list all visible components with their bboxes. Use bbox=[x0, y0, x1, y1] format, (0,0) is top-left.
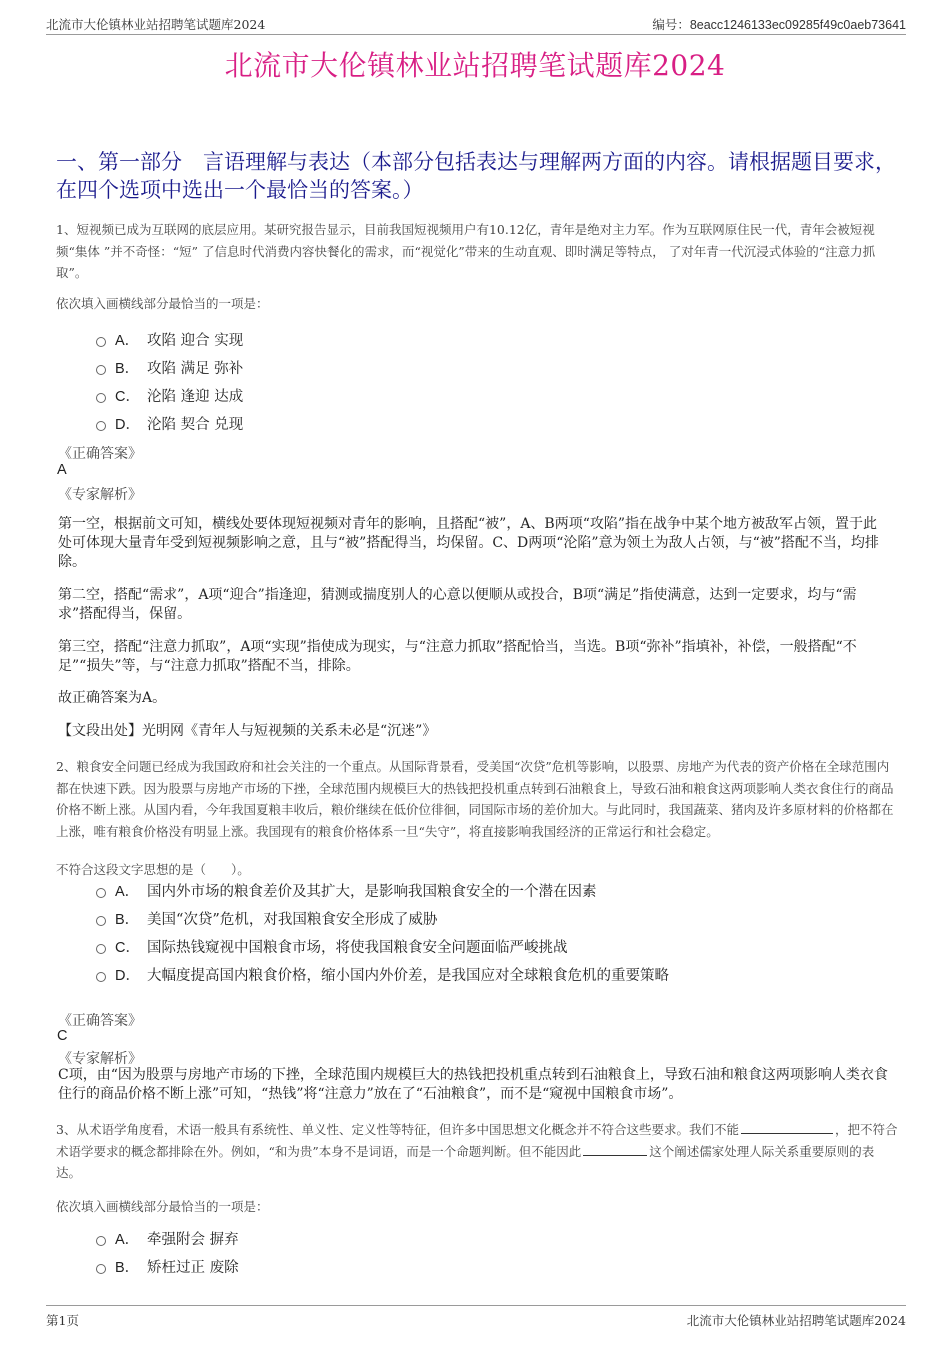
page-footer bbox=[46, 1305, 906, 1328]
radio-icon[interactable] bbox=[96, 916, 106, 926]
fill-blank-1 bbox=[741, 1121, 833, 1134]
question-2-answer: C bbox=[57, 1028, 68, 1044]
question-1-analysis-label: 《专家解析》 bbox=[58, 487, 142, 503]
question-2-analysis-label: 《专家解析》 bbox=[58, 1051, 142, 1067]
question-3-options bbox=[96, 1224, 239, 1280]
question-1-analysis-1: 第一空，根据前文可知，横线处要体现短视频对青年的影响，且搭配“被”，A、B两项“攻陷”指在战争中某个地方被敌军占领，置于此处可体现大量青年受到短视频影响之意，且与“被”搭配得当，均保留。C、D两项“沦陷”意为领土为敌人占领，与“被”搭配不当，均排除。 bbox=[58, 516, 879, 570]
question-1-option-c[interactable] bbox=[96, 381, 243, 409]
option-letter: D． bbox=[115, 416, 140, 433]
page-header bbox=[46, 12, 906, 35]
option-letter: B． bbox=[115, 1259, 140, 1276]
question-1-option-a[interactable] bbox=[96, 325, 243, 353]
fill-blank-2 bbox=[583, 1143, 647, 1156]
option-text: 国内外市场的粮食差价及其扩大，是影响我国粮食安全的一个潜在因素 bbox=[147, 883, 597, 900]
option-text: 牵强附会 摒弃 bbox=[147, 1231, 239, 1248]
option-text: 攻陷 满足 弥补 bbox=[147, 360, 244, 377]
section-heading: 一、第一部分 言语理解与表达（本部分包括表达与理解两方面的内容。请根据题目要求，在四个选项中选出一个最恰当的答案。） bbox=[56, 150, 896, 202]
question-1-analysis-2: 第二空，搭配“需求”，A项“迎合”指逢迎，猜测或揣度别人的心意以便顺从或投合，B项“满足”指使满意，达到一定要求，均与“需求”搭配得当，保留。 bbox=[58, 587, 857, 622]
option-text: 沦陷 逢迎 达成 bbox=[147, 388, 244, 405]
option-text: 大幅度提高国内粮食价格，缩小国内外价差，是我国应对全球粮食危机的重要策略 bbox=[147, 967, 669, 984]
radio-icon[interactable] bbox=[96, 421, 106, 431]
question-3-text-part3: 这个阐述儒家处理人际关系重要原则的表达。 bbox=[56, 1143, 875, 1180]
option-letter: A． bbox=[115, 332, 140, 349]
radio-icon[interactable] bbox=[96, 365, 106, 375]
question-2-option-b[interactable] bbox=[96, 904, 669, 932]
question-2-option-a[interactable] bbox=[96, 876, 669, 904]
option-letter: C． bbox=[115, 939, 140, 956]
option-letter: A． bbox=[115, 883, 140, 900]
option-letter: D． bbox=[115, 967, 140, 984]
question-1-text: 1、短视频已成为互联网的底层应用。某研究报告显示，目前我国短视频用户有10.12亿，青年是绝对主力军。作为互联网原住民一代，青年会被短视频“集体 ”并不奇怪：“短” 了信息时代消费内容快餐化的需求，而“视觉化”带来的生动直观、即时满足等特点， 了对年青一代沉浸式体验的“注意力抓取”。 bbox=[56, 222, 876, 280]
option-text: 矫枉过正 废除 bbox=[147, 1259, 239, 1276]
question-1-conclusion: 故正确答案为A。 bbox=[58, 690, 167, 706]
question-3-text-part1: 3、从术语学角度看，术语一般具有系统性、单义性、定义性等特征，但许多中国思想文化概念并不符合这些要求。我们不能 bbox=[56, 1122, 739, 1137]
option-text: 攻陷 迎合 实现 bbox=[147, 332, 244, 349]
question-2-analysis: C项，由“因为股票与房地产市场的下挫，全球范围内规模巨大的热钱把投机重点转到石油粮食上，导致石油和粮食这两项影响人类衣食住行的商品价格不断上涨”可知，“热钱”将“注意力”放在了“石油粮食”，而不是“窥视中国粮食市场”。 bbox=[58, 1067, 888, 1102]
header-doc-title: 北流市大伦镇林业站招聘笔试题库2024 bbox=[46, 17, 266, 32]
radio-icon[interactable] bbox=[96, 972, 106, 982]
option-letter: B． bbox=[115, 360, 140, 377]
option-text: 沦陷 契合 兑现 bbox=[147, 416, 244, 433]
option-text: 国际热钱窥视中国粮食市场，将使我国粮食安全问题面临严峻挑战 bbox=[147, 939, 568, 956]
page-number: 第1页 bbox=[46, 1313, 79, 1328]
question-3-option-a[interactable] bbox=[96, 1224, 239, 1252]
header-doc-id: 编号：8eacc1246133ec09285f49c0aeb73641 bbox=[652, 18, 906, 32]
option-letter: C． bbox=[115, 388, 140, 405]
question-2-option-c[interactable] bbox=[96, 932, 669, 960]
radio-icon[interactable] bbox=[96, 1236, 106, 1246]
question-3-option-b[interactable] bbox=[96, 1252, 239, 1280]
question-1-prompt: 依次填入画横线部分最恰当的一项是： bbox=[56, 296, 269, 311]
footer-doc-title: 北流市大伦镇林业站招聘笔试题库2024 bbox=[686, 1313, 906, 1328]
page-title: 北流市大伦镇林业站招聘笔试题库2024 bbox=[224, 49, 726, 82]
question-1-option-d[interactable] bbox=[96, 409, 243, 437]
question-1-answer-label: 《正确答案》 bbox=[58, 446, 142, 462]
radio-icon[interactable] bbox=[96, 1264, 106, 1274]
option-letter: B． bbox=[115, 911, 140, 928]
question-1-source: 【文段出处】光明网《青年人与短视频的关系未必是“沉迷”》 bbox=[58, 723, 437, 739]
question-1-option-b[interactable] bbox=[96, 353, 243, 381]
question-2-option-d[interactable] bbox=[96, 960, 669, 988]
option-letter: A． bbox=[115, 1231, 140, 1248]
radio-icon[interactable] bbox=[96, 888, 106, 898]
option-text: 美国“次贷”危机，对我国粮食安全形成了威胁 bbox=[147, 911, 438, 928]
radio-icon[interactable] bbox=[96, 337, 106, 347]
question-3-text bbox=[56, 1119, 898, 1184]
question-2-options bbox=[96, 876, 669, 988]
question-3-text-part2: ，把不符合术语学要求的概念都排除在外。例如，“和为贵”本身不是词语，而是一个命题判断。但不能因此 bbox=[56, 1122, 898, 1159]
question-1-options bbox=[96, 325, 243, 437]
radio-icon[interactable] bbox=[96, 944, 106, 954]
radio-icon[interactable] bbox=[96, 393, 106, 403]
question-1-answer: A bbox=[57, 462, 67, 478]
question-2-prompt: 不符合这段文字思想的是（ ）。 bbox=[56, 862, 250, 877]
question-1-analysis-3: 第三空，搭配“注意力抓取”，A项“实现”指使成为现实，与“注意力抓取”搭配恰当，当选。B项“弥补”指填补，补偿，一般搭配“不足”“损失”等，与“注意力抓取”搭配不当，排除。 bbox=[58, 639, 857, 674]
question-2-answer-label: 《正确答案》 bbox=[58, 1013, 142, 1029]
question-2-text: 2、粮食安全问题已经成为我国政府和社会关注的一个重点。从国际背景看，受美国“次贷”危机等影响，以股票、房地产为代表的资产价格在全球范围内都在快速下跌。因为股票与房地产市场的下挫，全球范围内规模巨大的热钱把投机重点转到石油粮食上，导致石油和粮食这两项影响人类衣食住行的商品价格不断上涨。从国内看，今年我国夏粮丰收后，粮价继续在低价位徘徊，同国际市场的差价加大。与此同时，我国蔬菜、猪肉及许多原材料的价格都在上涨，唯有粮食价格没有明显上涨。我国现有的粮食价格体系一旦“失守”，将直接影响我国经济的正常运行和社会稳定。 bbox=[56, 759, 894, 839]
question-3-prompt: 依次填入画横线部分最恰当的一项是： bbox=[56, 1199, 269, 1214]
